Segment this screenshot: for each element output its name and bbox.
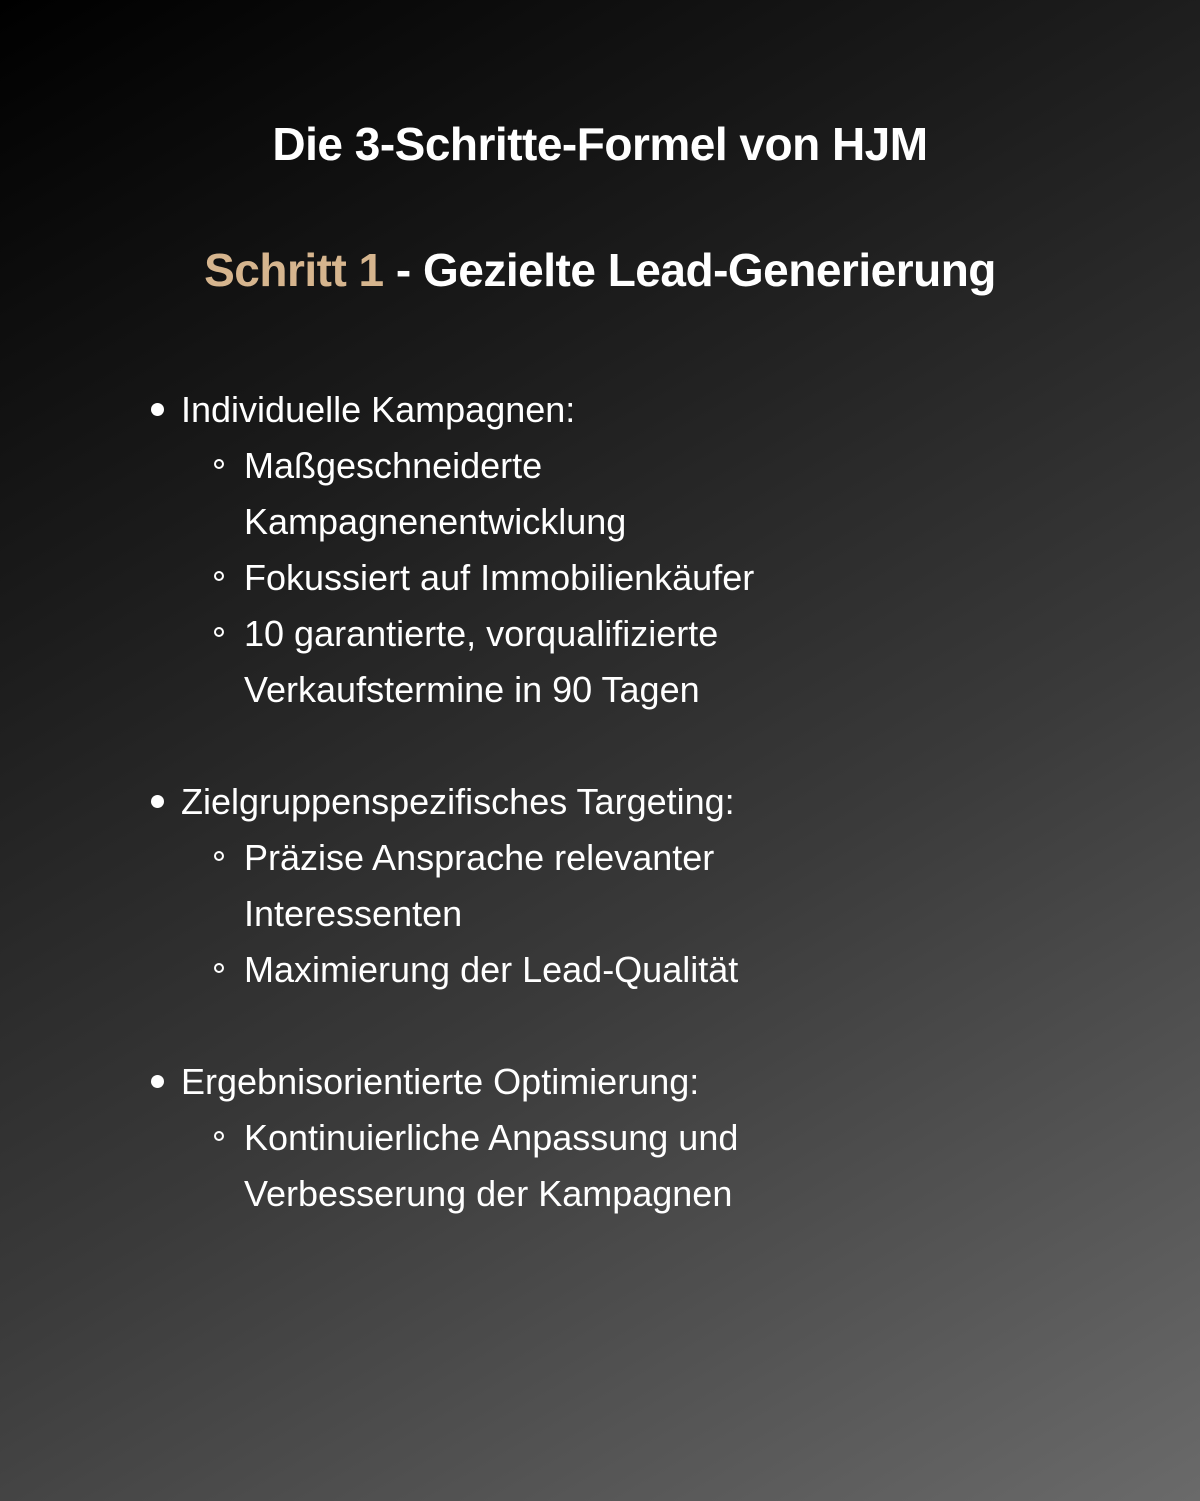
sub-list-item-label: 10 garantierte, vorqualifizierte Verkaufstermine in 90 Tagen (244, 613, 719, 710)
sub-list-item-label: Präzise Ansprache relevanter Interessenten (244, 837, 715, 934)
page-title: Die 3-Schritte-Formel von HJM (272, 118, 928, 170)
circle-bullet-icon (214, 1131, 224, 1141)
sub-list-item-label: Maximierung der Lead-Qualität (244, 949, 739, 990)
bullet-icon (151, 1075, 164, 1088)
sub-list-item (181, 438, 908, 550)
sub-list-item (181, 550, 908, 606)
list-item (148, 774, 908, 998)
list-item (148, 382, 908, 718)
sub-list-item-label: Fokussiert auf Immobilienkäufer (244, 557, 755, 598)
bullet-list (148, 382, 908, 1222)
step-label: Schritt 1 (204, 244, 384, 296)
sub-list-item-label: Kontinuierliche Anpassung und Verbesserung der Kampagnen (244, 1117, 739, 1214)
sub-list-item-label: Maßgeschneiderte Kampagnenentwicklung (244, 445, 627, 542)
step-heading (0, 238, 1200, 302)
step-separator: - (383, 244, 424, 296)
circle-bullet-icon (214, 459, 224, 469)
list-item-label: Ergebnisorientierte Optimierung: (181, 1061, 700, 1102)
sub-list-item (181, 942, 908, 998)
step-title: Gezielte Lead-Generierung (423, 244, 996, 296)
list-item (148, 1054, 908, 1222)
bullet-icon (151, 403, 164, 416)
list-item-label: Individuelle Kampagnen: (181, 389, 576, 430)
list-item-label: Zielgruppenspezifisches Targeting: (181, 781, 735, 822)
circle-bullet-icon (214, 627, 224, 637)
circle-bullet-icon (214, 851, 224, 861)
sub-list-item (181, 1110, 908, 1222)
circle-bullet-icon (214, 571, 224, 581)
sub-list-item (181, 606, 908, 718)
sub-list-item (181, 830, 908, 942)
circle-bullet-icon (214, 963, 224, 973)
bullet-icon (151, 795, 164, 808)
